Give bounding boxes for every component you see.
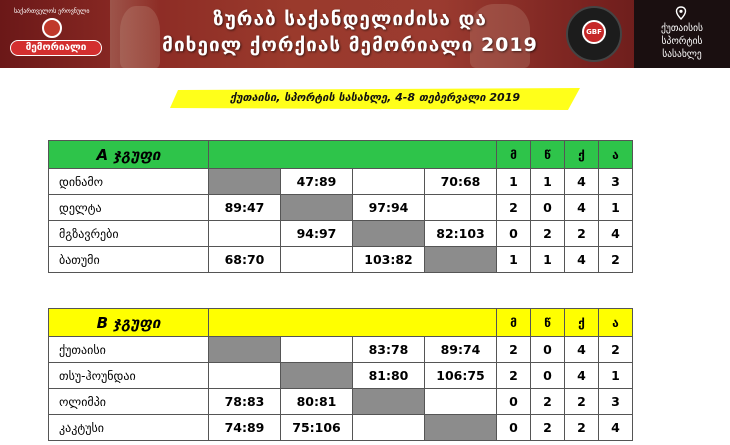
team-name: ბათუმი — [49, 247, 209, 273]
score-cell — [281, 337, 353, 363]
self-match-cell — [425, 415, 497, 441]
table-row — [49, 389, 633, 415]
stat-cell: 0 — [531, 363, 565, 389]
stat-cell: 4 — [599, 221, 633, 247]
score-cell: 89:47 — [209, 195, 281, 221]
stat-cell: 2 — [599, 337, 633, 363]
stat-header-played: მ — [497, 309, 531, 337]
venue-line3: სასახლე — [662, 49, 702, 60]
banner-title — [150, 6, 550, 58]
group-b-table — [48, 308, 633, 441]
score-cell: 83:78 — [353, 337, 425, 363]
stat-cell: 2 — [565, 415, 599, 441]
stat-cell: 2 — [497, 363, 531, 389]
stat-cell: 4 — [565, 363, 599, 389]
score-cell: 94:97 — [281, 221, 353, 247]
self-match-cell — [353, 221, 425, 247]
table-row — [49, 169, 633, 195]
team-name: მგზავრები — [49, 221, 209, 247]
stat-cell: 0 — [497, 389, 531, 415]
score-cell — [425, 389, 497, 415]
score-cell: 106:75 — [425, 363, 497, 389]
score-cell: 81:80 — [353, 363, 425, 389]
stat-cell: 1 — [497, 247, 531, 273]
stat-cell: 1 — [531, 247, 565, 273]
stat-cell: 3 — [599, 389, 633, 415]
score-cell: 82:103 — [425, 221, 497, 247]
table-row — [49, 337, 633, 363]
venue-line1: ქუთაისის — [660, 23, 704, 34]
stat-header-lost: წ — [531, 309, 565, 337]
score-cell — [353, 415, 425, 441]
stat-cell: 4 — [565, 195, 599, 221]
stat-cell: 2 — [531, 221, 565, 247]
stat-cell: 3 — [599, 169, 633, 195]
logo-caption: საქართველოს ეროვნული — [14, 8, 90, 15]
federation-logo — [566, 6, 622, 62]
group-a-name: A ჯგუფი — [49, 141, 209, 169]
table-row — [49, 195, 633, 221]
group-b-header-spacer — [209, 309, 497, 337]
score-cell: 89:74 — [425, 337, 497, 363]
federation-logo-label: GBF — [582, 20, 606, 44]
stat-cell: 0 — [497, 415, 531, 441]
stat-header-lost: წ — [531, 141, 565, 169]
stat-cell: 2 — [497, 337, 531, 363]
banner-title-line1: ზურაბ საქანდელიძისა და — [213, 8, 487, 30]
stat-cell: 2 — [565, 389, 599, 415]
score-cell: 74:89 — [209, 415, 281, 441]
team-name: ქუთაისი — [49, 337, 209, 363]
stat-header-place: ა — [599, 141, 633, 169]
table-row — [49, 363, 633, 389]
score-cell — [209, 363, 281, 389]
self-match-cell — [425, 247, 497, 273]
stat-cell: 1 — [599, 195, 633, 221]
date-line: ქუთაისი, სპორტის სასახლე, 4-8 თებერვალი 2019 — [229, 91, 521, 104]
score-cell: 80:81 — [281, 389, 353, 415]
stat-header-points: ქ — [565, 141, 599, 169]
team-name: დელტა — [49, 195, 209, 221]
stat-cell: 2 — [531, 389, 565, 415]
stat-cell: 2 — [531, 415, 565, 441]
team-name: ოლიმპი — [49, 389, 209, 415]
stat-cell: 2 — [565, 221, 599, 247]
stat-header-played: მ — [497, 141, 531, 169]
stat-header-place: ა — [599, 309, 633, 337]
table-row — [49, 415, 633, 441]
venue-text — [634, 22, 730, 61]
score-cell: 75:106 — [281, 415, 353, 441]
score-cell — [353, 169, 425, 195]
self-match-cell — [209, 169, 281, 195]
score-cell: 47:89 — [281, 169, 353, 195]
score-cell: 70:68 — [425, 169, 497, 195]
group-b-name: B ჯგუფი — [49, 309, 209, 337]
score-cell: 97:94 — [353, 195, 425, 221]
basketball-icon — [42, 18, 62, 38]
stat-cell: 4 — [565, 247, 599, 273]
banner-title-line2: მიხეილ ქორქიას მემორიალი 2019 — [162, 34, 538, 56]
table-row — [49, 247, 633, 273]
score-cell — [281, 247, 353, 273]
team-name: დინამო — [49, 169, 209, 195]
stat-cell: 2 — [599, 247, 633, 273]
team-name: კაკტუსი — [49, 415, 209, 441]
memorial-logo — [6, 6, 104, 58]
stat-cell: 2 — [497, 195, 531, 221]
stat-header-points: ქ — [565, 309, 599, 337]
score-cell — [425, 195, 497, 221]
stat-cell: 0 — [497, 221, 531, 247]
stat-cell: 1 — [497, 169, 531, 195]
self-match-cell — [281, 195, 353, 221]
stat-cell: 4 — [565, 337, 599, 363]
self-match-cell — [209, 337, 281, 363]
logo-label: მემორიალი — [10, 40, 102, 56]
venue-panel — [634, 0, 730, 68]
score-cell: 103:82 — [353, 247, 425, 273]
header-banner — [0, 0, 730, 68]
venue-line2: სპორტის — [661, 36, 703, 47]
self-match-cell — [353, 389, 425, 415]
score-cell: 68:70 — [209, 247, 281, 273]
stat-cell: 0 — [531, 337, 565, 363]
group-a-header-row — [49, 141, 633, 169]
stat-cell: 0 — [531, 195, 565, 221]
group-a-table — [48, 140, 633, 273]
score-cell: 78:83 — [209, 389, 281, 415]
date-strip — [170, 88, 580, 110]
team-name: თსუ-ჰოუნდაი — [49, 363, 209, 389]
stat-cell: 1 — [531, 169, 565, 195]
stat-cell: 1 — [599, 363, 633, 389]
table-row — [49, 221, 633, 247]
group-a-header-spacer — [209, 141, 497, 169]
stat-cell: 4 — [599, 415, 633, 441]
stat-cell: 4 — [565, 169, 599, 195]
group-b-header-row — [49, 309, 633, 337]
self-match-cell — [281, 363, 353, 389]
score-cell — [209, 221, 281, 247]
location-pin-icon — [674, 6, 688, 20]
